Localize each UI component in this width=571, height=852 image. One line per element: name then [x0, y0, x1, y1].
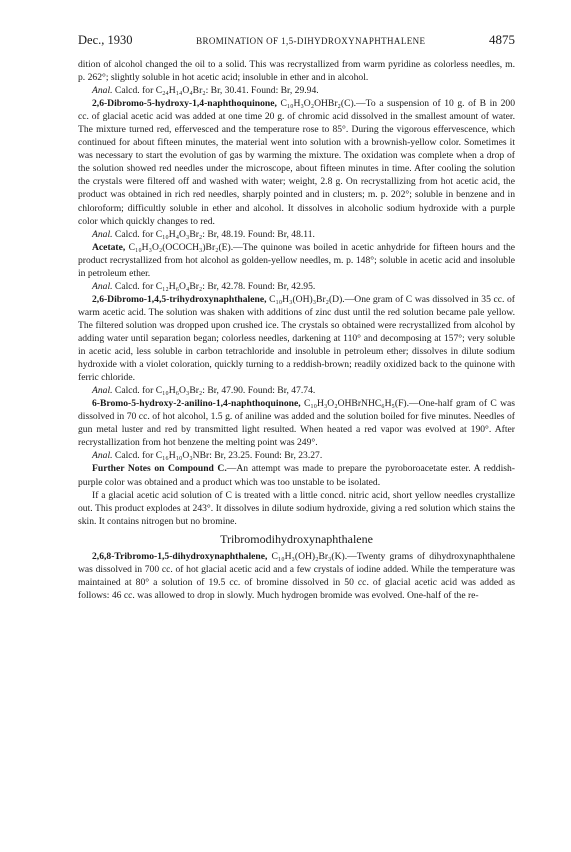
analysis-line: [78, 228, 515, 241]
compound-title: 2,6-Dibromo-1,4,5-trihydroxynaphthalene,: [92, 293, 267, 305]
compound-title: 2,6-Dibromo-5-hydroxy-1,4-naphthoquinone,: [92, 98, 277, 110]
analysis-label: Anal.: [92, 450, 113, 462]
paragraph-compound-d: [78, 293, 515, 384]
analysis-label: Anal.: [92, 385, 113, 397]
header-title: BROMINATION OF 1,5-DIHYDROXYNAPHTHALENE: [196, 36, 426, 46]
paragraph-continuation: dition of alcohol changed the oil to a solid. This was recrystallized from warm pyridine as colorless needles, m. p. 262°; slightly soluble in hot acetic acid; insoluble in ether and in alcohol.: [78, 59, 515, 84]
compound-title: Acetate,: [92, 241, 126, 253]
analysis-line: [78, 384, 515, 397]
analysis-text: Calcd. for C₁₀H₆O₃Br₂: Br, 47.90. Found: Br, 47.74.: [112, 385, 316, 397]
analysis-text: Calcd. for C₁₀H₄O₃Br₂: Br, 48.19. Found: Br, 48.11.: [112, 228, 315, 240]
paragraph-compound-f: [78, 397, 515, 449]
analysis-label: Anal.: [92, 228, 113, 240]
analysis-line: [78, 84, 515, 97]
analysis-label: Anal.: [92, 280, 113, 292]
paragraph-further-notes: [78, 462, 515, 488]
analysis-label: Anal.: [92, 85, 113, 97]
header-date: Dec., 1930: [78, 33, 133, 47]
compound-title: 6-Bromo-5-hydroxy-2-anilino-1,4-naphthoquinone,: [92, 398, 301, 410]
analysis-text: Calcd. for C₁₆H₁₀O₃NBr: Br, 23.25. Found: Br, 23.27.: [112, 450, 323, 462]
notes-text: —An attempt was made to prepare the pyroboroacetate ester. A reddish-purple color was obtained and a product which was too unstable to be isolated.: [78, 463, 515, 488]
running-header: [78, 32, 515, 48]
compound-text: C₁₀H₃O₂OHBr₂(C).—To a suspension of 10 g. of B in 200 cc. of glacial acetic acid was added at one time 20 g. of chromic acid dissolved in the smallest amount of water. The mixture turned red, effervesced and the temperature rose to 85°. During the vigorous effervescence, which continued for about fifteen minutes, the material went into solution with a brownish-yellow color. Sometimes it was necessary to start the evolution of gas by warming the mixture. The oxidation was complete when a drop of the solution showed red needles under the microscope, about fifteen minutes in time. After cooling the solution the crystals were filtered off and washed with water; weight, 2.8 g. On recrystallizing from hot acetic acid, the product was obtained in rich red needles, sharply pointed and in clusters; m. p. 202°; soluble in benzene and in chloroform; difficultly soluble in ether and alcohol. It dissolves in alcoholic sodium hydroxide with a purple color which quickly changes to red.: [78, 98, 515, 227]
paragraph-compound-c: [78, 97, 515, 227]
compound-text: C₁₀H₃O₂OHBrNHC₆H₅(F).—One-half gram of C was dissolved in 70 cc. of hot alcohol, 1.5 g. of aniline was added and the solution boiled for five minutes. Needles of gun metal luster and red by transmitted light resulted. When heated a red vapor was evolved at 190°. After recrystallization from hot benzene the melting point was 249°.: [78, 398, 515, 449]
analysis-text: Calcd. for C₁₂H₆O₄Br₂: Br, 42.78. Found: Br, 42.95.: [112, 280, 316, 292]
analysis-line: [78, 280, 515, 293]
compound-text: C₁₀H₃(OH)₃Br₂(D).—One gram of C was dissolved in 35 cc. of warm acetic acid. The solution was shaken with additions of zinc dust until the red solution became pale yellow. The filtered solution was dropped upon crushed ice. The crystals so obtained were recrystallized from alcohol by adding water until separation began; colorless needles, darkening at 110° and decomposing at 157°; very soluble in acetic acid, less soluble in carbon tetrachloride and insoluble in petroleum ether; dissolves in dilute sodium hydroxide with a violet coloration, quickly turning to a reddish-brown; readily oxidized back to the quinone with ferric chloride.: [78, 293, 515, 384]
notes-title: Further Notes on Compound C.: [92, 463, 227, 475]
compound-text: C₁₀H₃O₂(OCOCH₃)Br₂(E).—The quinone was boiled in acetic anhydride for fifteen hours and the product recrystallized from hot alcohol as golden-yellow needles, m. p. 148°; soluble in acetic acid and insoluble in petroleum ether.: [78, 241, 515, 279]
section-heading: Tribromodihydroxynaphthalene: [220, 531, 373, 546]
paragraph-nitric-acid: If a glacial acetic acid solution of C is treated with a little concd. nitric acid, short yellow needles crystallize out. This product explodes at 243°. It dissolves in dilute sodium hydroxide, giving a red solution which stains the skin. It contains nitrogen but no bromine.: [78, 489, 515, 527]
page-number: 4875: [489, 32, 515, 47]
analysis-line: [78, 449, 515, 462]
analysis-text: Calcd. for C₂₄H₁₄O₄Br₂: Br, 30.41. Found: Br, 29.94.: [112, 85, 319, 97]
compound-text: C₁₀H₃(OH)₂Br₃(K).—Twenty grams of dihydroxynaphthalene was dissolved in 700 cc. of hot glacial acetic acid and a few crystals of iodine added. While the temperature was maintained at 80° a solution of 19.5 cc. of bromine dissolved in 50 cc. of glacial acetic acid was added as follows: 46 cc. was allowed to drop in slowly. Much hydrogen bromide was evolved. One-half of the re-: [78, 550, 515, 601]
paragraph-acetate: [78, 241, 515, 280]
compound-title: 2,6,8-Tribromo-1,5-dihydroxynaphthalene,: [92, 550, 268, 562]
paragraph-compound-k: [78, 550, 515, 602]
